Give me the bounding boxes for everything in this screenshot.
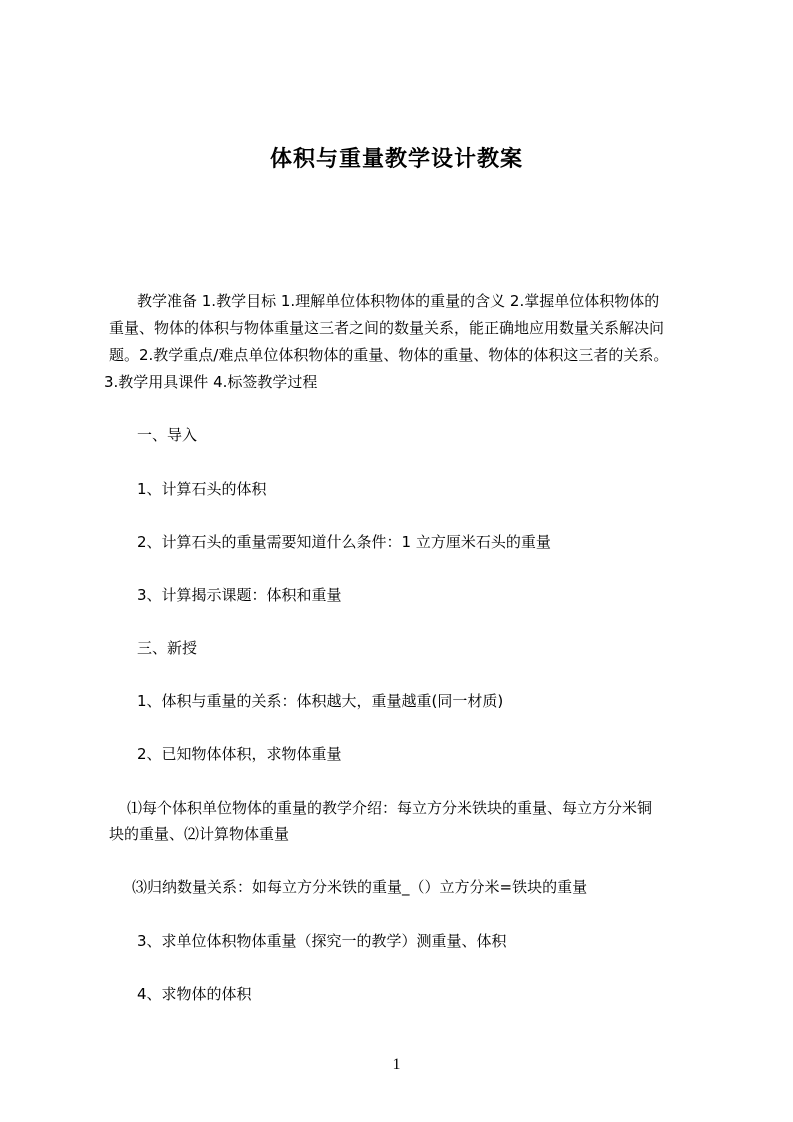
section-item: 3、求单位体积物体重量（探究一的教学）测重量、体积 — [137, 932, 507, 950]
section-item: 1、计算石头的体积 — [137, 480, 267, 498]
section-item: 3、计算揭示课题：体积和重量 — [137, 586, 342, 604]
document-title: 体积与重量教学设计教案 — [269, 147, 523, 172]
section-item: 2、计算石头的重量需要知道什么条件：1 立方厘米石头的重量 — [137, 533, 551, 551]
paragraph-line: ⑴每个体积单位物体的重量的教学介绍：每立方分米铁块的重量、每立方分米铜 — [127, 799, 653, 817]
section-heading: 三、新授 — [137, 639, 198, 657]
page-number: 1 — [392, 1056, 401, 1073]
intro-line: 重量、物体的体积与物体重量这三者之间的数量关系，能正确地应用数量关系解决问 — [109, 319, 665, 337]
paragraph-line: 块的重量、⑵计算物体重量 — [109, 825, 290, 843]
section-item: 2、已知物体体积，求物体重量 — [137, 745, 342, 763]
section-heading: 一、导入 — [137, 426, 198, 444]
intro-line: 3.教学用具课件 4.标签教学过程 — [104, 373, 318, 391]
section-item: 1、体积与重量的关系：体积越大，重量越重(同一材质) — [137, 692, 504, 710]
section-item: 4、求物体的体积 — [137, 985, 252, 1003]
intro-line: 教学准备 1.教学目标 1.理解单位体积物体的重量的含义 2.掌握单位体积物体的 — [137, 292, 660, 310]
paragraph-line: ⑶归纳数量关系：如每立方分米铁的重量_（）立方分米=铁块的重量 — [132, 878, 588, 896]
intro-line: 题。2.教学重点/难点单位体积物体的重量、物体的重量、物体的体积这三者的关系。 — [109, 346, 669, 364]
